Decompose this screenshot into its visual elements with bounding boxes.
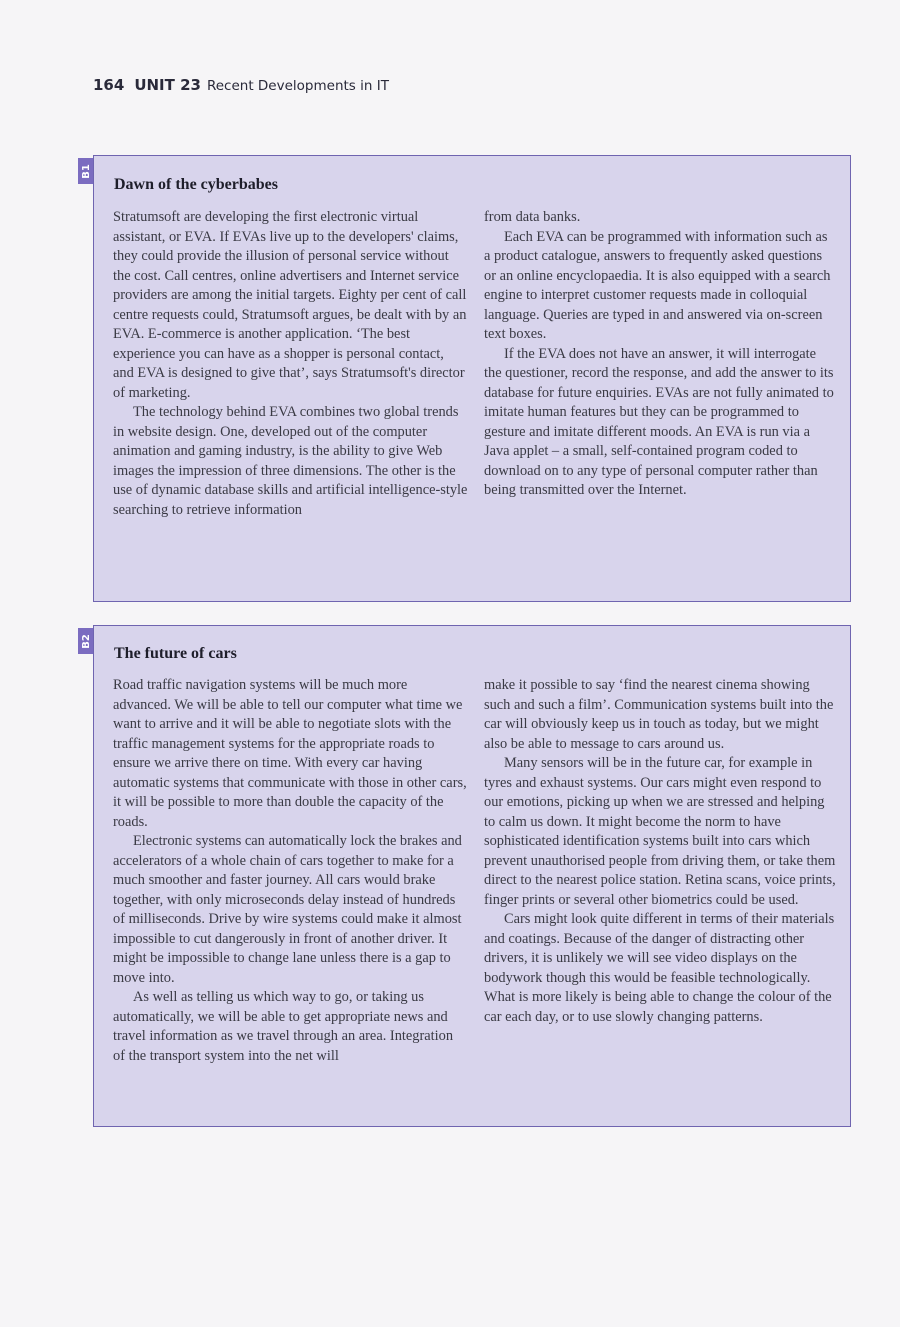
page-header: [93, 76, 389, 94]
section-b2-title: The future of cars: [114, 645, 237, 662]
section-tag-b2: [78, 628, 94, 654]
page-number: 164: [93, 76, 125, 94]
section-b1-title: Dawn of the cyberbabes: [114, 176, 278, 193]
paragraph: Electronic systems can automatically lock the brakes and accelerators of a whole chain of cars together to make for a much smoother and faster journey. All cars would brake together, with only microseconds delay instead of hundreds of milliseconds. Drive by wire systems could make it almost impossible to cut dangerously in front of another driver. It might be impossible to change lane unless there is a gap to move into.: [113, 833, 462, 986]
section-b1-right-column: [484, 208, 836, 501]
section-b1-left-column: [113, 208, 468, 520]
section-tag-b1: [78, 158, 94, 184]
paragraph: Stratumsoft are developing the first electronic virtual assistant, or EVA. If EVAs live up to the developers' claims, they could provide the illusion of personal service without the cost. Call centres, online advertisers and Internet service providers are among the initial targets. Eighty per cent of call centre requests could, Stratumsoft argues, be dealt with by an EVA. E-commerce is another application. ‘The best experience you can have as a shopper is personal contact, and EVA is designed to give that’, says Stratumsoft's director of marketing.: [113, 209, 467, 401]
section-tag-b2-label: B2: [80, 633, 92, 649]
paragraph: Each EVA can be programmed with information such as a product catalogue, answers to frequently asked questions or an online encyclopaedia. It is also equipped with a search engine to interpret customer requests made in colloquial language. Queries are typed in and answered via on-screen text boxes.: [484, 228, 831, 342]
paragraph: The technology behind EVA combines two global trends in website design. One, developed out of the computer animation and gaming industry, is the ability to give Web images the impression of three dimensions. The other is the use of dynamic database skills and artificial intelligence-style searching to retrieve information: [113, 404, 468, 518]
section-tag-b1-label: B1: [80, 163, 92, 179]
section-b2-right-column: [484, 676, 836, 1027]
section-b2-box: [93, 625, 851, 1127]
unit-label: UNIT 23: [134, 76, 201, 94]
paragraph: If the EVA does not have an answer, it will interrogate the questioner, record the response, and add the answer to its database for future enquiries. EVAs are not fully animated to imitate human features but they can be programmed to gesture and imitate different moods. An EVA is run via a Java applet – a small, self-contained program coded to download on to any type of personal computer rather than being transmitted over the Internet.: [484, 345, 834, 498]
paragraph: Road traffic navigation systems will be much more advanced. We will be able to tell our computer what time we want to arrive and it will be able to negotiate slots with the traffic management systems for the appropriate roads to ensure we arrive there on time. With every car having automatic systems that communicate with those in other cars, it will be possible to more than double the capacity of the roads.: [113, 677, 467, 830]
section-b1-box: [93, 155, 851, 602]
paragraph: from data banks.: [484, 209, 581, 225]
unit-title: Recent Developments in IT: [206, 78, 389, 94]
paragraph: Cars might look quite different in terms of their materials and coatings. Because of the danger of distracting other drivers, it is unlikely we will see video displays on the bodywork though this would be feasible technologically. What is more likely is being able to change the colour of the car each day, or to use slowly changing patterns.: [484, 911, 835, 1025]
paragraph: make it possible to say ‘find the nearest cinema showing such and such a film’. Communication systems built into the car will obviously keep us in touch as today, but we might also be able to message to cars around us.: [484, 677, 834, 752]
paragraph: Many sensors will be in the future car, for example in tyres and exhaust systems. Our cars might even respond to our emotions, picking up when we are stressed and helping to calm us down. It might become the norm to have sophisticated identification systems built into cars which prevent unauthorised people from driving them, or take them direct to the nearest police station. Retina scans, voice prints, finger prints or several other biometrics could be used.: [484, 755, 836, 908]
paragraph: As well as telling us which way to go, or taking us automatically, we will be able to get appropriate news and travel information as we travel through an area. Integration of the transport system into the net will: [113, 989, 454, 1064]
section-b2-left-column: [113, 676, 468, 1066]
